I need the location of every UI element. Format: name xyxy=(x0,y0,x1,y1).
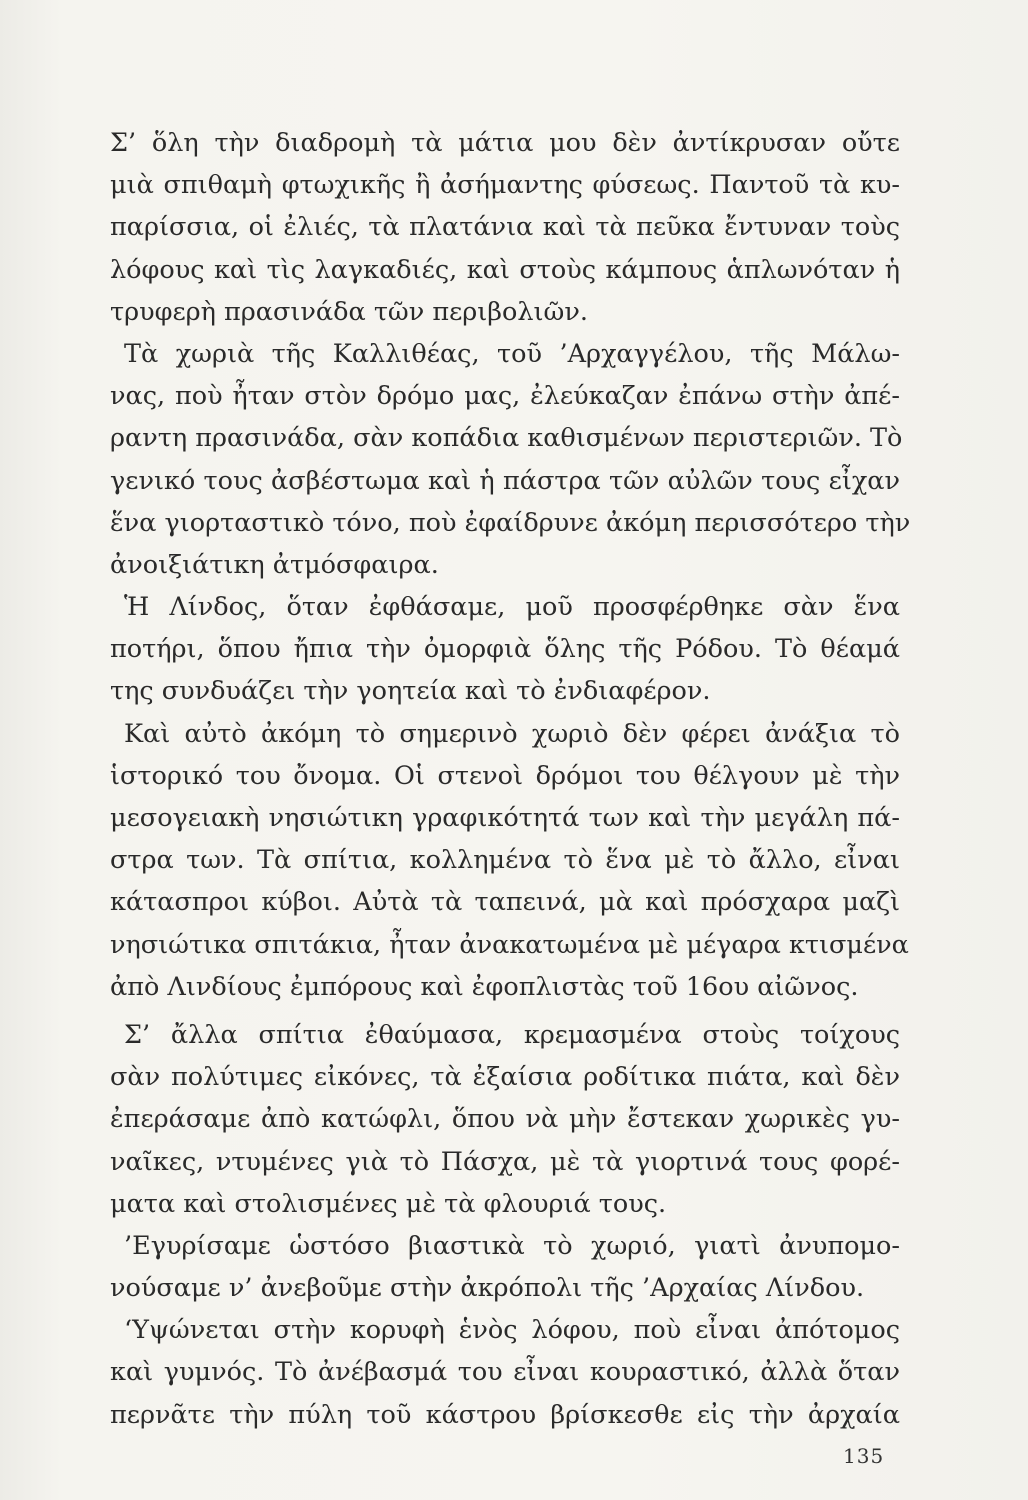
text-line-12: Ἡ Λίνδος, ὅταν ἐφθάσαμε, μοῦ προσφέρθηκε σὰν ἕνα xyxy=(124,592,900,623)
text-line-24: ἐπεράσαμε ἀπὸ κατώφλι, ὅπου νὰ μὴν ἔστεκαν χωρικὲς γυ- xyxy=(110,1104,900,1135)
text-line-22: Σ’ ἄλλα σπίτια ἐθαύμασα, κρεμασμένα στοὺς τοίχους xyxy=(124,1019,900,1050)
text-line-14: της συνδυάζει τὴν γοητεία καὶ τὸ ἐνδιαφέρον. xyxy=(110,676,711,707)
text-line-1: Σ’ ὅλη τὴν διαδρομὴ τὰ μάτια μου δὲν ἀντίκρυσαν οὔτε xyxy=(110,128,900,158)
text-line-23: σὰν πολύτιμες εἰκόνες, τὰ ἐξαίσια ροδίτικα πιάτα, καὶ δὲν xyxy=(110,1062,900,1093)
text-line-2: μιὰ σπιθαμὴ φτωχικῆς ἢ ἀσήμαντης φύσεως. Παντοῦ τὰ κυ- xyxy=(110,170,900,201)
text-line-27: ’Εγυρίσαμε ὡστόσο βιαστικὰ τὸ χωριό, γιατὶ ἀνυπομο- xyxy=(124,1230,900,1261)
text-line-30: καὶ γυμνός. Τὸ ἀνέβασμά του εἶναι κουραστικό, ἀλλὰ ὅταν xyxy=(110,1357,900,1388)
page-number: 135 xyxy=(843,1444,885,1468)
text-line-5: τρυφερὴ πρασινάδα τῶν περιβολιῶν. xyxy=(110,296,588,327)
text-line-28: νούσαμε ν’ ἀνεβοῦμε στὴν ἀκρόπολι τῆς ’Αρχαίας Λίνδου. xyxy=(110,1273,865,1304)
text-line-11: ἀνοιξιάτικη ἀτμόσφαιρα. xyxy=(110,549,439,580)
text-line-31: περνᾶτε τὴν πύλη τοῦ κάστρου βρίσκεσθε εἰς τὴν ἀρχαία xyxy=(110,1399,900,1430)
text-line-25: ναῖκες, ντυμένες γιὰ τὸ Πάσχα, μὲ τὰ γιορτινά τους φορέ- xyxy=(110,1146,900,1177)
text-line-9: γενικό τους ἀσβέστωμα καὶ ἡ πάστρα τῶν αὐλῶν τους εἶχαν xyxy=(110,465,900,496)
text-line-8: ραντη πρασινάδα, σὰν κοπάδια καθισμένων περιστεριῶν. Τὸ xyxy=(110,423,903,454)
text-line-17: μεσογειακὴ νησιώτικη γραφικότητά των καὶ τὴν μεγάλη πά- xyxy=(110,803,900,833)
text-line-19: κάτασπροι κύβοι. Αὐτὰ τὰ ταπεινά, μὰ καὶ πρόσχαρα μαζὶ xyxy=(110,887,900,918)
text-line-16: ἱστορικό του ὄνομα. Οἱ στενοὶ δρόμοι του θέλγουν μὲ τὴν xyxy=(110,760,900,791)
text-line-4: λόφους καὶ τὶς λαγκαδιές, καὶ στοὺς κάμπους ἁπλωνόταν ἡ xyxy=(110,254,900,285)
text-line-13: ποτήρι, ὅπου ἤπια τὴν ὀμορφιὰ ὅλης τῆς Ρόδου. Τὸ θέαμά xyxy=(110,634,900,665)
text-line-15: Καὶ αὐτὸ ἀκόμη τὸ σημερινὸ χωριὸ δὲν φέρει ἀνάξια τὸ xyxy=(124,718,900,749)
text-line-21: ἀπὸ Λινδίους ἐμπόρους καὶ ἐφοπλιστὰς τοῦ 16ου αἰῶνος. xyxy=(110,971,859,1002)
text-line-18: στρα των. Τὰ σπίτια, κολλημένα τὸ ἕνα μὲ τὸ ἄλλο, εἶναι xyxy=(110,845,900,876)
text-line-20: νησιώτικα σπιτάκια, ἦταν ἀνακατωμένα μὲ μέγαρα κτισμένα xyxy=(110,929,909,960)
text-line-3: παρίσσια, οἱ ἐλιές, τὰ πλατάνια καὶ τὰ πεῦκα ἔντυναν τοὺς xyxy=(110,212,900,243)
text-line-29: ‘Υψώνεται στὴν κορυφὴ ἑνὸς λόφου, ποὺ εἶναι ἀπότομος xyxy=(124,1315,900,1346)
text-line-10: ἕνα γιορταστικὸ τόνο, ποὺ ἐφαίδρυνε ἀκόμη περισσότερο τὴν xyxy=(110,507,911,538)
text-line-7: νας, ποὺ ἦταν στὸν δρόμο μας, ἐλεύκαζαν ἐπάνω στὴν ἀπέ- xyxy=(110,381,900,412)
text-line-6: Τὰ χωριὰ τῆς Καλλιθέας, τοῦ ’Αρχαγγέλου, τῆς Μάλω- xyxy=(124,338,900,369)
body-text xyxy=(110,122,911,1436)
text-line-26: ματα καὶ στολισμένες μὲ τὰ φλουριά τους. xyxy=(110,1188,667,1219)
